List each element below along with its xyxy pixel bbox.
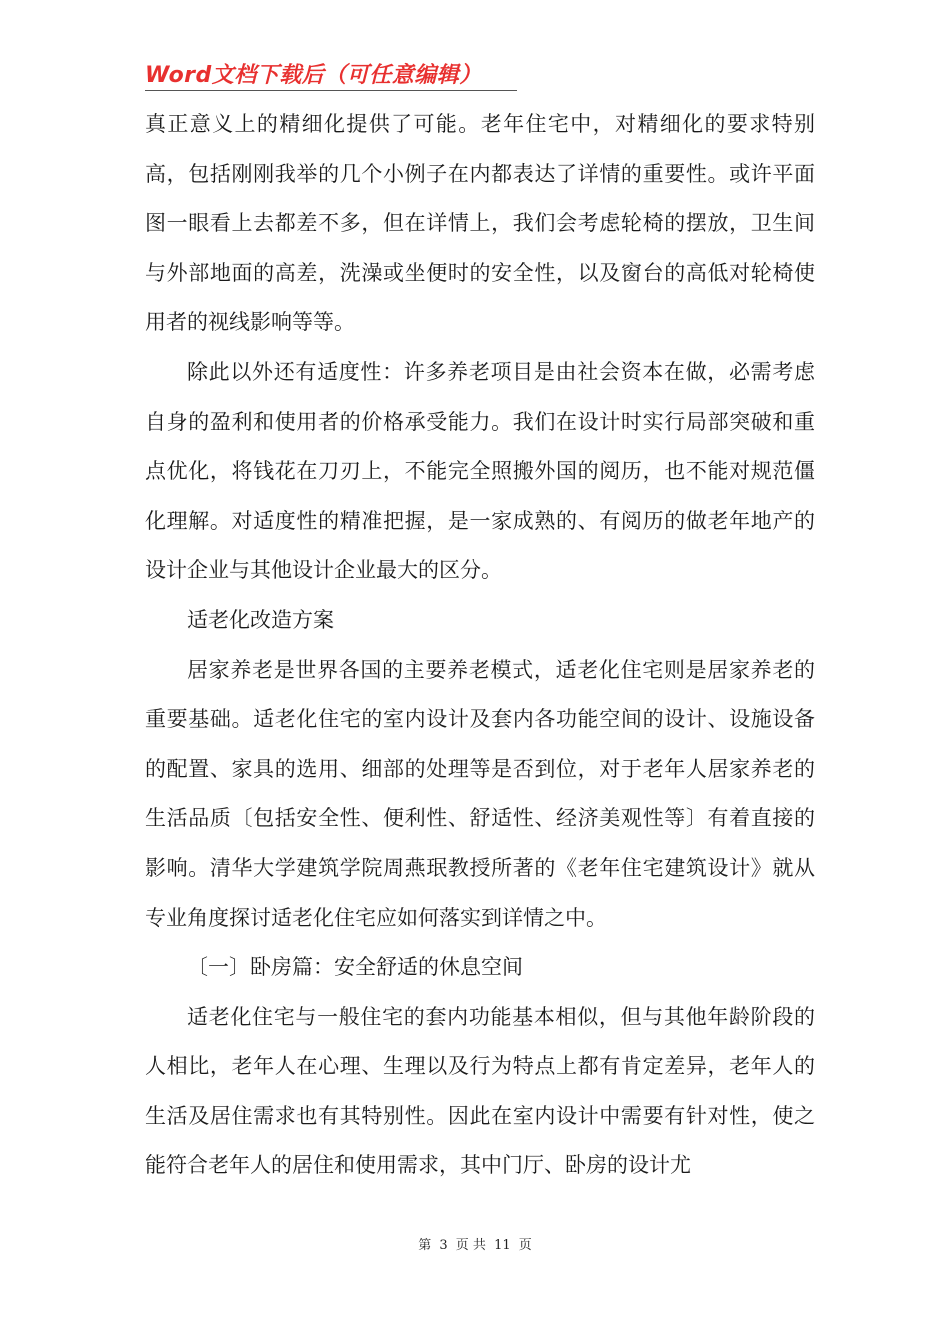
paragraph-continuation: 真正意义上的精细化提供了可能。老年住宅中，对精细化的要求特别高，包括刚刚我举的几个小例子在内都表达了详情的重要性。或许平面图一眼看上去都差不多，但在详情上，我们会考虑轮椅的摆放，卫生间与外部地面的高差，洗澡或坐便时的安全性，以及窗台的高低对轮椅使用者的视线影响等等。 [145, 112, 815, 335]
footer-suffix: 页 [518, 1238, 532, 1253]
section-heading-bedroom: 〔一〕卧房篇：安全舒适的休息空间 [187, 955, 523, 980]
paragraph-home-care: 居家养老是世界各国的主要养老模式，适老化住宅则是居家养老的重要基础。适老化住宅的室内设计及套内各功能空间的设计、设施设备的配置、家具的选用、细部的处理等是否到位，对于老年人居家养老的生活品质〔包括安全性、便利性、舒适性、经济美观性等〕有着直接的影响。清华大学建筑学院周燕珉教授所著的《老年住宅建筑设计》就从专业角度探讨适老化住宅应如何落实到详情之中。 [145, 657, 815, 930]
watermark-title: Word文档下载后（可任意编辑） [145, 63, 482, 88]
paragraph-moderation: 除此以外还有适度性：许多养老项目是由社会资本在做，必需考虑自身的盈利和使用者的价格承受能力。我们在设计时实行局部突破和重点优化，将钱花在刀刃上，不能完全照搬外国的阅历，也不能对规范僵化理解。对适度性的精准把握，是一家成熟的、有阅历的做老年地产的设计企业与其他设计企业最大的区分。 [145, 359, 815, 583]
paragraph-elderly-needs: 适老化住宅与一般住宅的套内功能基本相似，但与其他年龄阶段的人相比，老年人在心理、生理以及行为特点上都有肯定差异，老年人的生活及居住需求也有其特别性。因此在室内设计中需要有针对性，使之能符合老年人的居住和使用需求，其中门厅、卧房的设计尤 [145, 1004, 815, 1178]
header-rule [145, 90, 517, 91]
total-page-count: 11 [494, 1238, 511, 1253]
current-page-number: 3 [439, 1238, 448, 1253]
page-footer [0, 1234, 950, 1253]
footer-prefix: 第 [418, 1238, 432, 1253]
section-heading-renovation-plan: 适老化改造方案 [187, 607, 334, 632]
footer-middle: 页 共 [455, 1238, 486, 1253]
document-body [145, 100, 815, 1191]
